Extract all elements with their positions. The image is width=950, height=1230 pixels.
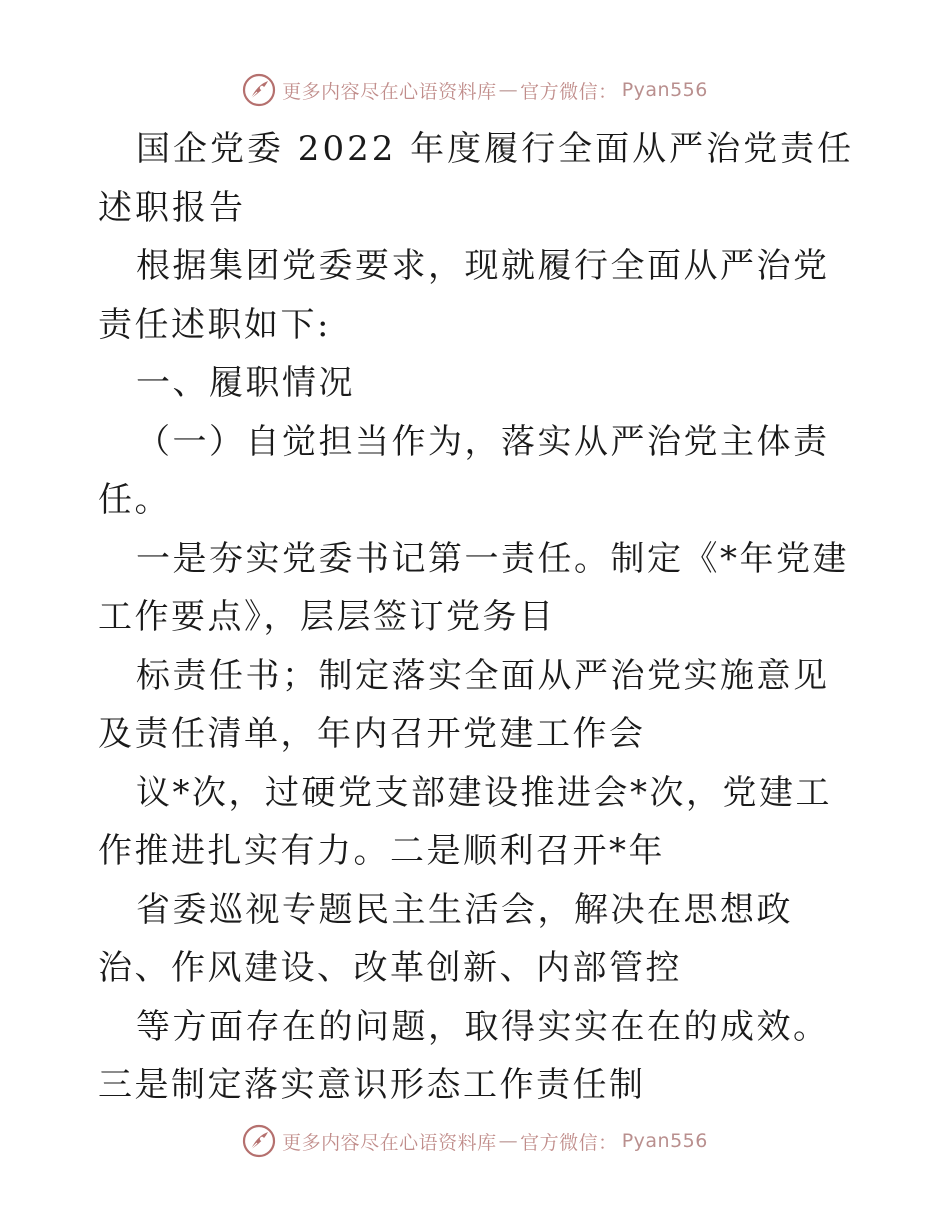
- paragraph-line: 标责任书；制定落实全面从严治党实施意见及责任清单，年内召开党建工作会: [98, 655, 830, 754]
- document-body: [98, 120, 858, 1115]
- watermark-dash: —: [498, 79, 519, 101]
- footer-watermark: [0, 1121, 950, 1161]
- paragraph-line: 等方面存在的问题，取得实实在在的成效。三是制定落实意识形态工作责任制: [98, 1006, 830, 1105]
- watermark-wechat-label: 官方微信：: [520, 80, 618, 103]
- watermark-wechat-label: 官方微信：: [520, 1131, 618, 1154]
- section-heading: 一、履职情况: [136, 363, 355, 403]
- document-title: 国企党委 2022 年度履行全面从严治党责任述职报告: [98, 129, 855, 228]
- paragraph-line: 一是夯实党委书记第一责任。制定《*年党建工作要点》，层层签订党务目: [98, 538, 849, 637]
- watermark-text: 更多内容尽在心语资料库: [282, 1131, 497, 1154]
- paragraph-line: 议*次，过硬党支部建设推进会*次，党建工作推进扎实有力。二是顺利召开*年: [98, 772, 832, 871]
- header-watermark: [0, 70, 950, 110]
- subsection-heading: （一）自觉担当作为，落实从严治党主体责任。: [98, 421, 830, 520]
- watermark-dash: —: [498, 1130, 519, 1152]
- quill-logo-icon: [242, 1124, 276, 1158]
- paragraph-intro: 根据集团党委要求，现就履行全面从严治党责任述职如下:: [98, 246, 830, 345]
- watermark-account: Pyan556: [621, 1130, 708, 1152]
- watermark-text: 更多内容尽在心语资料库: [282, 80, 497, 103]
- paragraph-line: 省委巡视专题民主生活会，解决在思想政治、作风建设、改革创新、内部管控: [98, 889, 793, 988]
- quill-logo-icon: [242, 73, 276, 107]
- watermark-account: Pyan556: [621, 79, 708, 101]
